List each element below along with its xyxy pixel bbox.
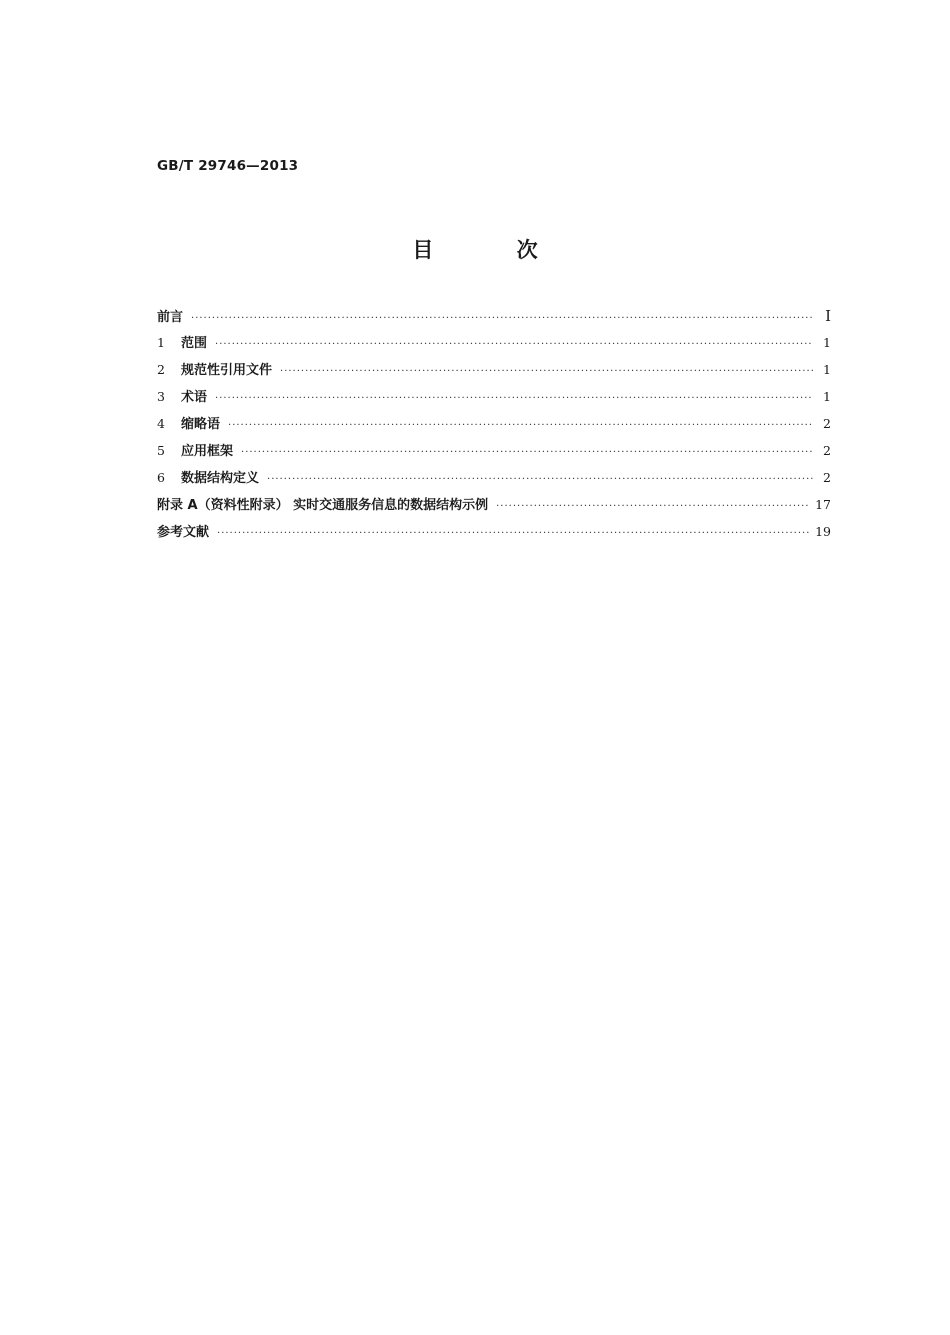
toc-entry-label: 前言 xyxy=(157,310,184,325)
toc-entry-number: 3 xyxy=(157,389,165,404)
toc-entry-number: 2 xyxy=(157,362,165,377)
toc-entry-foreword[interactable] xyxy=(157,306,831,333)
toc-title: 目 次 xyxy=(412,238,576,262)
toc-entry-number: 4 xyxy=(157,416,165,431)
toc-entry-page: 1 xyxy=(823,389,831,404)
toc-entry-normative-references[interactable] xyxy=(157,360,831,387)
toc-leader-dots xyxy=(215,389,813,409)
toc-entry-label: 术语 xyxy=(181,390,208,405)
toc-leader-dots xyxy=(280,362,813,382)
toc-entry-scope[interactable] xyxy=(157,333,831,360)
toc-entry-page: 2 xyxy=(823,416,831,431)
toc-entry-data-structure-definition[interactable] xyxy=(157,468,831,495)
toc-leader-dots xyxy=(241,443,813,463)
toc-entry-terms[interactable] xyxy=(157,387,831,414)
toc-entry-application-framework[interactable] xyxy=(157,441,831,468)
toc-entry-abbreviations[interactable] xyxy=(157,414,831,441)
toc-entry-label: 缩略语 xyxy=(181,417,221,432)
toc-entry-number: 6 xyxy=(157,470,165,485)
toc-entry-page: Ⅰ xyxy=(825,307,831,325)
toc-entry-number: 5 xyxy=(157,443,165,458)
toc-entry-page: 17 xyxy=(815,497,831,512)
toc-entry-page: 19 xyxy=(815,524,831,539)
toc-leader-dots xyxy=(191,309,813,329)
toc-entry-bibliography[interactable] xyxy=(157,522,831,549)
toc-entry-page: 1 xyxy=(823,335,831,350)
toc-leader-dots xyxy=(496,497,809,517)
toc-entry-label: 应用框架 xyxy=(181,444,234,459)
toc-entry-page: 1 xyxy=(823,362,831,377)
toc-entry-number: 1 xyxy=(157,335,165,350)
toc-entry-label: 数据结构定义 xyxy=(181,471,260,486)
toc-entry-label: 范围 xyxy=(181,336,208,351)
toc-leader-dots xyxy=(267,470,813,490)
toc-entry-label: 规范性引用文件 xyxy=(181,363,273,378)
table-of-contents xyxy=(157,306,831,549)
toc-leader-dots xyxy=(217,524,809,544)
toc-entry-page: 2 xyxy=(823,470,831,485)
toc-entry-page: 2 xyxy=(823,443,831,458)
standard-number: GB/T 29746—2013 xyxy=(157,158,299,174)
toc-entry-label: 附录 A（资料性附录） 实时交通服务信息的数据结构示例 xyxy=(157,498,489,513)
toc-entry-label: 参考文献 xyxy=(157,525,210,540)
toc-entry-annex-a[interactable] xyxy=(157,495,831,522)
toc-leader-dots xyxy=(215,335,813,355)
toc-leader-dots xyxy=(228,416,813,436)
